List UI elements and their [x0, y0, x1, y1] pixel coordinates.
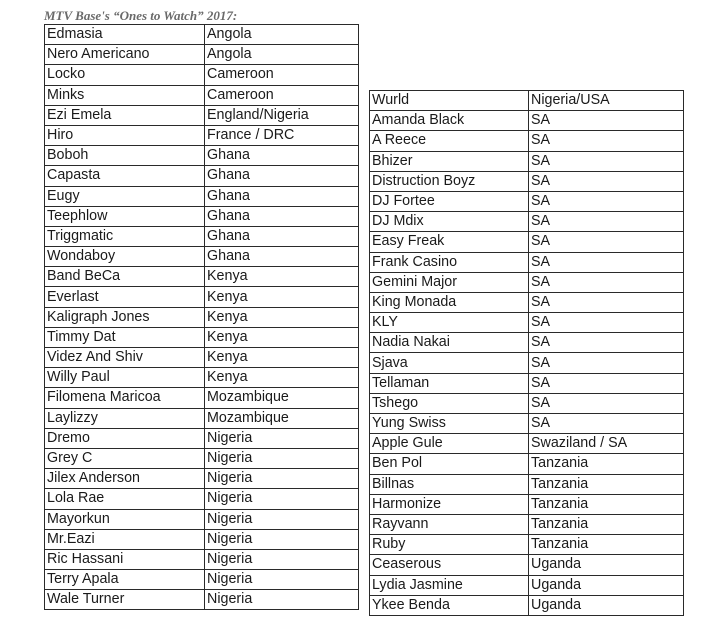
page-title: MTV Base's “Ones to Watch” 2017: — [44, 8, 238, 23]
artist-name-cell: Terry Apala — [45, 570, 205, 590]
artist-table-left-body — [45, 25, 359, 610]
artist-table-right — [369, 90, 684, 616]
country-cell: Uganda — [529, 595, 684, 615]
artist-name-cell: Harmonize — [370, 494, 529, 514]
country-cell: Uganda — [529, 575, 684, 595]
country-cell: SA — [529, 111, 684, 131]
table-row — [45, 348, 359, 368]
country-cell: Nigeria — [205, 590, 359, 610]
table-row — [370, 151, 684, 171]
country-cell: Kenya — [205, 287, 359, 307]
artist-name-cell: Ceaserous — [370, 555, 529, 575]
table-row — [45, 408, 359, 428]
country-cell: Tanzania — [529, 514, 684, 534]
table-row — [370, 474, 684, 494]
country-cell: Ghana — [205, 166, 359, 186]
table-row — [45, 469, 359, 489]
table-row — [45, 166, 359, 186]
country-cell: SA — [529, 333, 684, 353]
artist-name-cell: Mayorkun — [45, 509, 205, 529]
country-cell: SA — [529, 393, 684, 413]
artist-name-cell: Nero Americano — [45, 45, 205, 65]
table-row — [370, 131, 684, 151]
table-row — [370, 91, 684, 111]
table-row — [45, 45, 359, 65]
table-row — [45, 529, 359, 549]
artist-name-cell: Triggmatic — [45, 226, 205, 246]
artist-name-cell: Eugy — [45, 186, 205, 206]
artist-name-cell: Teephlow — [45, 206, 205, 226]
country-cell: SA — [529, 292, 684, 312]
artist-name-cell: Rayvann — [370, 514, 529, 534]
country-cell: Kenya — [205, 348, 359, 368]
artist-name-cell: Band BeCa — [45, 267, 205, 287]
artist-name-cell: Wondaboy — [45, 247, 205, 267]
table-row — [370, 353, 684, 373]
country-cell: Ghana — [205, 226, 359, 246]
artist-name-cell: Hiro — [45, 125, 205, 145]
artist-name-cell: Ruby — [370, 535, 529, 555]
table-row — [370, 212, 684, 232]
country-cell: England/Nigeria — [205, 105, 359, 125]
country-cell: Kenya — [205, 327, 359, 347]
country-cell: Kenya — [205, 368, 359, 388]
artist-name-cell: Lydia Jasmine — [370, 575, 529, 595]
artist-table-right-body — [370, 91, 684, 616]
country-cell: Nigeria — [205, 428, 359, 448]
country-cell: SA — [529, 373, 684, 393]
artist-name-cell: Bhizer — [370, 151, 529, 171]
country-cell: SA — [529, 151, 684, 171]
table-row — [45, 570, 359, 590]
country-cell: Ghana — [205, 146, 359, 166]
table-row — [45, 206, 359, 226]
artist-name-cell: Boboh — [45, 146, 205, 166]
artist-name-cell: Everlast — [45, 287, 205, 307]
country-cell: Cameroon — [205, 65, 359, 85]
table-row — [45, 85, 359, 105]
artist-name-cell: Locko — [45, 65, 205, 85]
artist-name-cell: Timmy Dat — [45, 327, 205, 347]
country-cell: SA — [529, 272, 684, 292]
artist-name-cell: Ben Pol — [370, 454, 529, 474]
country-cell: Angola — [205, 25, 359, 45]
artist-name-cell: Ykee Benda — [370, 595, 529, 615]
artist-name-cell: Capasta — [45, 166, 205, 186]
table-row — [370, 333, 684, 353]
artist-name-cell: Dremo — [45, 428, 205, 448]
artist-name-cell: Gemini Major — [370, 272, 529, 292]
country-cell: Tanzania — [529, 474, 684, 494]
country-cell: Nigeria — [205, 509, 359, 529]
artist-name-cell: Wurld — [370, 91, 529, 111]
country-cell: Ghana — [205, 206, 359, 226]
artist-name-cell: Ric Hassani — [45, 549, 205, 569]
table-row — [45, 125, 359, 145]
artist-name-cell: DJ Mdix — [370, 212, 529, 232]
country-cell: SA — [529, 414, 684, 434]
artist-name-cell: Tellaman — [370, 373, 529, 393]
table-row — [370, 575, 684, 595]
country-cell: France / DRC — [205, 125, 359, 145]
table-row — [370, 252, 684, 272]
country-cell: Nigeria — [205, 570, 359, 590]
artist-name-cell: Filomena Maricoa — [45, 388, 205, 408]
table-row — [370, 454, 684, 474]
table-row — [370, 232, 684, 252]
country-cell: Uganda — [529, 555, 684, 575]
country-cell: Nigeria — [205, 469, 359, 489]
country-cell: Mozambique — [205, 408, 359, 428]
artist-name-cell: Edmasia — [45, 25, 205, 45]
country-cell: SA — [529, 212, 684, 232]
country-cell: SA — [529, 171, 684, 191]
artist-name-cell: Wale Turner — [45, 590, 205, 610]
table-row — [45, 428, 359, 448]
table-row — [45, 65, 359, 85]
country-cell: Angola — [205, 45, 359, 65]
table-row — [45, 287, 359, 307]
table-row — [45, 307, 359, 327]
artist-name-cell: King Monada — [370, 292, 529, 312]
table-row — [370, 111, 684, 131]
artist-name-cell: Laylizzy — [45, 408, 205, 428]
country-cell: SA — [529, 252, 684, 272]
artist-name-cell: DJ Fortee — [370, 191, 529, 211]
country-cell: Mozambique — [205, 388, 359, 408]
country-cell: Swaziland / SA — [529, 434, 684, 454]
table-row — [370, 191, 684, 211]
table-row — [370, 272, 684, 292]
artist-name-cell: Grey C — [45, 448, 205, 468]
table-row — [370, 313, 684, 333]
artist-name-cell: Lola Rae — [45, 489, 205, 509]
country-cell: Kenya — [205, 267, 359, 287]
table-row — [45, 146, 359, 166]
artist-name-cell: Videz And Shiv — [45, 348, 205, 368]
table-row — [45, 590, 359, 610]
table-row — [45, 25, 359, 45]
table-row — [370, 292, 684, 312]
table-row — [45, 489, 359, 509]
table-row — [370, 555, 684, 575]
artist-name-cell: Kaligraph Jones — [45, 307, 205, 327]
table-row — [370, 171, 684, 191]
country-cell: Nigeria/USA — [529, 91, 684, 111]
artist-name-cell: Yung Swiss — [370, 414, 529, 434]
artist-name-cell: Ezi Emela — [45, 105, 205, 125]
table-row — [45, 549, 359, 569]
artist-name-cell: Billnas — [370, 474, 529, 494]
table-row — [45, 186, 359, 206]
table-row — [370, 595, 684, 615]
table-row — [45, 327, 359, 347]
table-row — [45, 509, 359, 529]
table-row — [45, 226, 359, 246]
country-cell: SA — [529, 353, 684, 373]
table-row — [370, 514, 684, 534]
artist-name-cell: Amanda Black — [370, 111, 529, 131]
artist-name-cell: KLY — [370, 313, 529, 333]
country-cell: Cameroon — [205, 85, 359, 105]
artist-name-cell: Willy Paul — [45, 368, 205, 388]
artist-name-cell: Easy Freak — [370, 232, 529, 252]
country-cell: SA — [529, 313, 684, 333]
table-row — [45, 247, 359, 267]
artist-name-cell: A Reece — [370, 131, 529, 151]
country-cell: Ghana — [205, 247, 359, 267]
artist-name-cell: Sjava — [370, 353, 529, 373]
table-row — [45, 105, 359, 125]
artist-name-cell: Jilex Anderson — [45, 469, 205, 489]
country-cell: SA — [529, 232, 684, 252]
table-row — [45, 448, 359, 468]
artist-name-cell: Apple Gule — [370, 434, 529, 454]
artist-table-left — [44, 24, 359, 610]
artist-name-cell: Frank Casino — [370, 252, 529, 272]
country-cell: SA — [529, 131, 684, 151]
artist-name-cell: Tshego — [370, 393, 529, 413]
country-cell: Nigeria — [205, 549, 359, 569]
country-cell: SA — [529, 191, 684, 211]
table-row — [370, 393, 684, 413]
country-cell: Tanzania — [529, 494, 684, 514]
table-row — [370, 414, 684, 434]
table-row — [45, 388, 359, 408]
country-cell: Nigeria — [205, 448, 359, 468]
table-row — [370, 434, 684, 454]
country-cell: Nigeria — [205, 489, 359, 509]
table-row — [370, 373, 684, 393]
country-cell: Tanzania — [529, 535, 684, 555]
table-row — [370, 535, 684, 555]
country-cell: Kenya — [205, 307, 359, 327]
country-cell: Nigeria — [205, 529, 359, 549]
artist-name-cell: Distruction Boyz — [370, 171, 529, 191]
table-row — [370, 494, 684, 514]
artist-name-cell: Minks — [45, 85, 205, 105]
artist-name-cell: Mr.Eazi — [45, 529, 205, 549]
table-row — [45, 368, 359, 388]
artist-name-cell: Nadia Nakai — [370, 333, 529, 353]
country-cell: Tanzania — [529, 454, 684, 474]
country-cell: Ghana — [205, 186, 359, 206]
table-row — [45, 267, 359, 287]
